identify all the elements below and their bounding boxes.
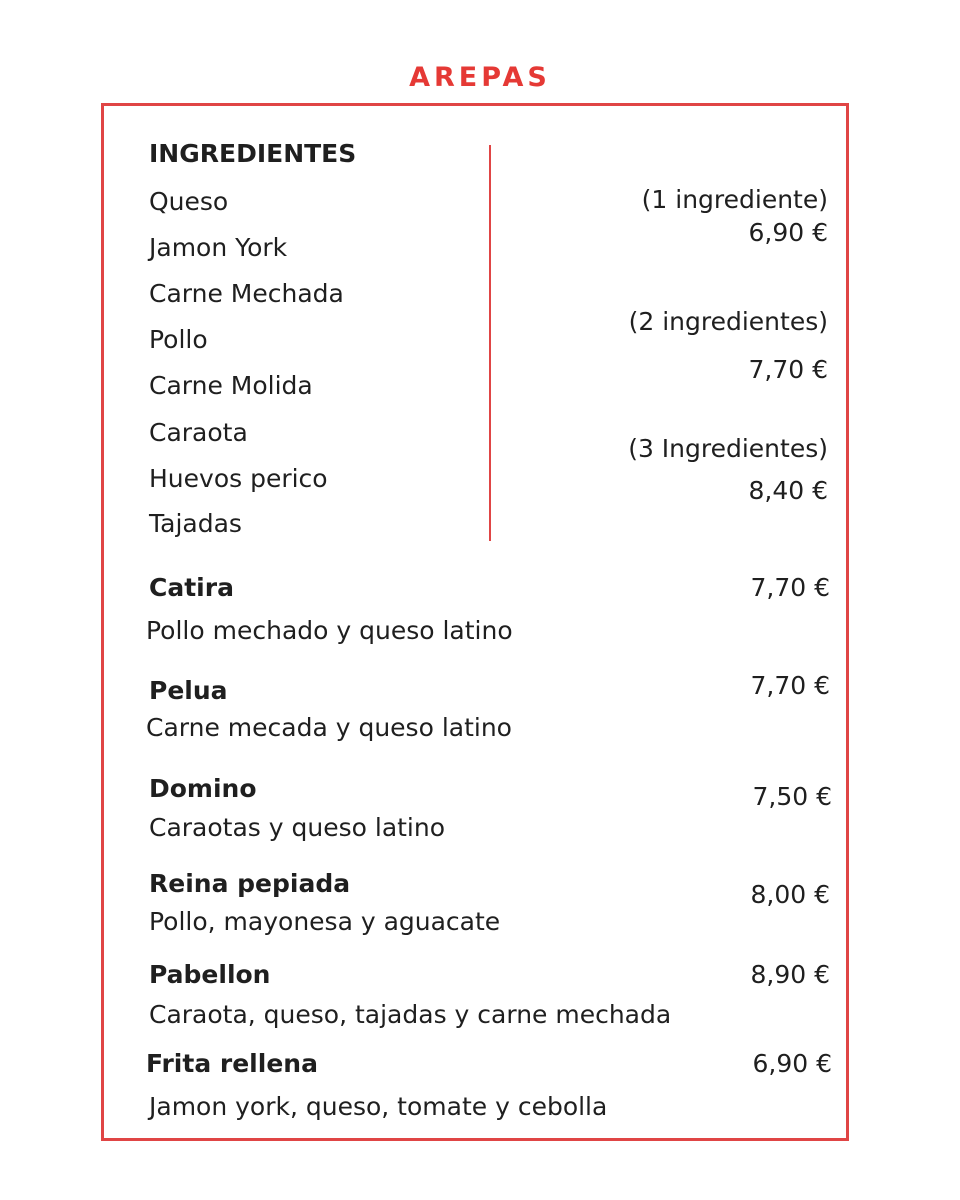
item-description: Pollo mechado y queso latino — [146, 616, 513, 645]
item-description: Pollo, mayonesa y aguacate — [149, 907, 501, 936]
pricing-price: 8,40 € — [748, 476, 828, 505]
ingredient-item: Pollo — [149, 325, 208, 354]
ingredient-item: Queso — [149, 187, 229, 216]
pricing-price: 7,70 € — [748, 355, 828, 384]
item-description: Caraota, queso, tajadas y carne mechada — [149, 1000, 672, 1029]
ingredients-divider — [489, 145, 491, 541]
item-price: 7,70 € — [750, 573, 830, 602]
item-name: Pelua — [149, 676, 228, 705]
item-price: 7,50 € — [752, 782, 832, 811]
item-name: Pabellon — [149, 960, 271, 989]
ingredient-item: Jamon York — [149, 233, 288, 262]
ingredient-item: Huevos perico — [149, 464, 328, 493]
pricing-label: (3 Ingredientes) — [628, 434, 828, 463]
item-name: Frita rellena — [146, 1049, 318, 1078]
item-description: Carne mecada y queso latino — [146, 713, 512, 742]
item-price: 7,70 € — [750, 671, 830, 700]
pricing-label: (2 ingredientes) — [628, 307, 828, 336]
pricing-label: (1 ingrediente) — [641, 185, 828, 214]
ingredients-heading: INGREDIENTES — [149, 139, 357, 168]
menu-title: AREPAS — [409, 62, 551, 93]
item-name: Domino — [149, 774, 257, 803]
item-name: Catira — [149, 573, 234, 602]
ingredient-item: Carne Mechada — [149, 279, 344, 308]
item-name: Reina pepiada — [149, 869, 351, 898]
item-price: 6,90 € — [752, 1049, 832, 1078]
item-description: Caraotas y queso latino — [149, 813, 446, 842]
item-description: Jamon york, queso, tomate y cebolla — [149, 1092, 608, 1121]
ingredient-item: Carne Molida — [149, 371, 313, 400]
ingredient-item: Tajadas — [149, 509, 242, 538]
item-price: 8,00 € — [750, 880, 830, 909]
pricing-price: 6,90 € — [748, 218, 828, 247]
item-price: 8,90 € — [750, 960, 830, 989]
ingredient-item: Caraota — [149, 418, 248, 447]
